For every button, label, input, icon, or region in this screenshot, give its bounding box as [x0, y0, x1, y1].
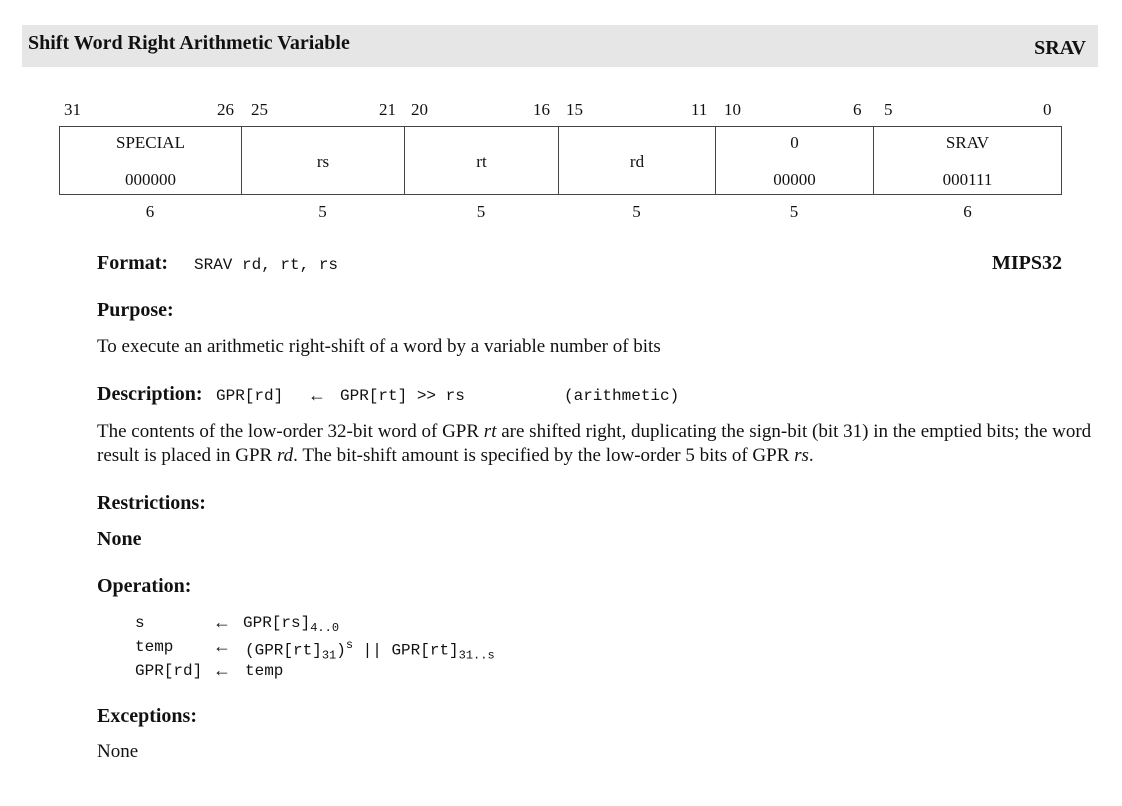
exceptions-text: None: [97, 741, 139, 762]
exceptions-label: Exceptions:: [97, 705, 197, 727]
restrictions-label: Restrictions:: [97, 492, 206, 514]
format-architecture: MIPS32: [992, 252, 1062, 274]
description-text-part: .: [808, 445, 814, 466]
field-special: [60, 127, 242, 194]
op-variable: GPR[rd]: [135, 662, 203, 680]
instruction-title: Shift Word Right Arithmetic Variable: [28, 32, 350, 54]
field-name: SRAV: [945, 133, 990, 152]
bit-position: 0: [1043, 100, 1052, 119]
assign-arrow: ←: [213, 660, 231, 680]
description-formula-right: GPR[rt] >> rs: [340, 387, 465, 405]
bit-position: 15: [566, 100, 583, 119]
bit-position: 5: [884, 100, 893, 119]
format-syntax: SRAV rd, rt, rs: [194, 256, 339, 274]
purpose-label: Purpose:: [97, 299, 174, 321]
instruction-header: [22, 25, 1098, 67]
op-expression: [245, 638, 495, 663]
register-rs: rs: [794, 445, 809, 466]
description-formula-left: GPR[rd]: [216, 387, 284, 405]
operation-line: [135, 660, 284, 680]
field-rd: [559, 127, 716, 194]
bit-position: 26: [217, 100, 234, 119]
op-variable: s: [135, 614, 145, 632]
field-name: 0: [790, 133, 799, 152]
field-width: 5: [632, 202, 641, 221]
field-value: 000111: [942, 170, 993, 189]
op-expression-part: || GPR[rt]: [353, 641, 459, 660]
field-value: 000000: [125, 170, 176, 189]
op-expression: [243, 614, 339, 635]
bit-position: 11: [691, 100, 708, 119]
op-expression-part: ): [336, 641, 346, 660]
field-sa: [716, 127, 874, 194]
assign-arrow: ←: [308, 385, 326, 405]
bit-position: 21: [379, 100, 396, 119]
op-expression-part: GPR[rs]: [243, 614, 311, 632]
bit-position: 6: [853, 100, 862, 119]
op-subscript: 31: [321, 648, 337, 663]
field-width: 6: [963, 202, 972, 221]
restrictions-text: None: [97, 528, 142, 550]
operation-label: Operation:: [97, 575, 192, 597]
operation-line: [135, 612, 340, 636]
register-rt: rt: [483, 421, 497, 442]
format-label: Format:: [97, 252, 169, 274]
op-subscript: 31..s: [458, 648, 495, 663]
op-expression: temp: [245, 662, 284, 680]
instruction-mnemonic: SRAV: [1034, 37, 1086, 59]
operation-line: [135, 636, 495, 663]
bit-position: 31: [64, 100, 81, 119]
description-formula-note: (arithmetic): [564, 387, 680, 405]
description-text: [97, 420, 1107, 468]
field-name: rd: [629, 152, 645, 171]
description-label: Description:: [97, 383, 203, 405]
bit-position: 20: [411, 100, 428, 119]
description-text-part: The contents of the low-order 32-bit word of GPR: [97, 421, 484, 442]
field-name: rs: [316, 152, 330, 171]
field-function: [874, 127, 1061, 194]
description-text-part: are shifted right, duplicating the sign-bit (bit 31) in the emptied bits; the word result is placed in GPR: [97, 421, 1092, 466]
bit-position: 16: [533, 100, 550, 119]
bit-position: 10: [724, 100, 741, 119]
description-text-part: . The bit-shift amount is specified by the low-order 5 bits of GPR: [293, 445, 795, 466]
field-name: rt: [476, 152, 487, 171]
encoding-table: [59, 126, 1062, 195]
op-subscript: 4..0: [310, 621, 340, 636]
field-value: 00000: [773, 170, 816, 189]
field-width: 5: [789, 202, 799, 221]
field-name: SPECIAL: [116, 133, 185, 152]
op-variable: temp: [135, 638, 174, 656]
field-rs: [242, 127, 405, 194]
bit-position: 25: [251, 100, 268, 119]
assign-arrow: ←: [213, 636, 231, 656]
purpose-text: To execute an arithmetic right-shift of a word by a variable number of bits: [97, 336, 661, 357]
field-rt: [405, 127, 559, 194]
field-width: 5: [476, 202, 486, 221]
register-rd: rd: [276, 445, 294, 466]
assign-arrow: ←: [213, 612, 231, 632]
op-superscript: s: [345, 638, 354, 652]
field-width: 5: [318, 202, 327, 221]
op-expression-part: (GPR[rt]: [245, 641, 322, 660]
field-width: 6: [145, 202, 155, 221]
